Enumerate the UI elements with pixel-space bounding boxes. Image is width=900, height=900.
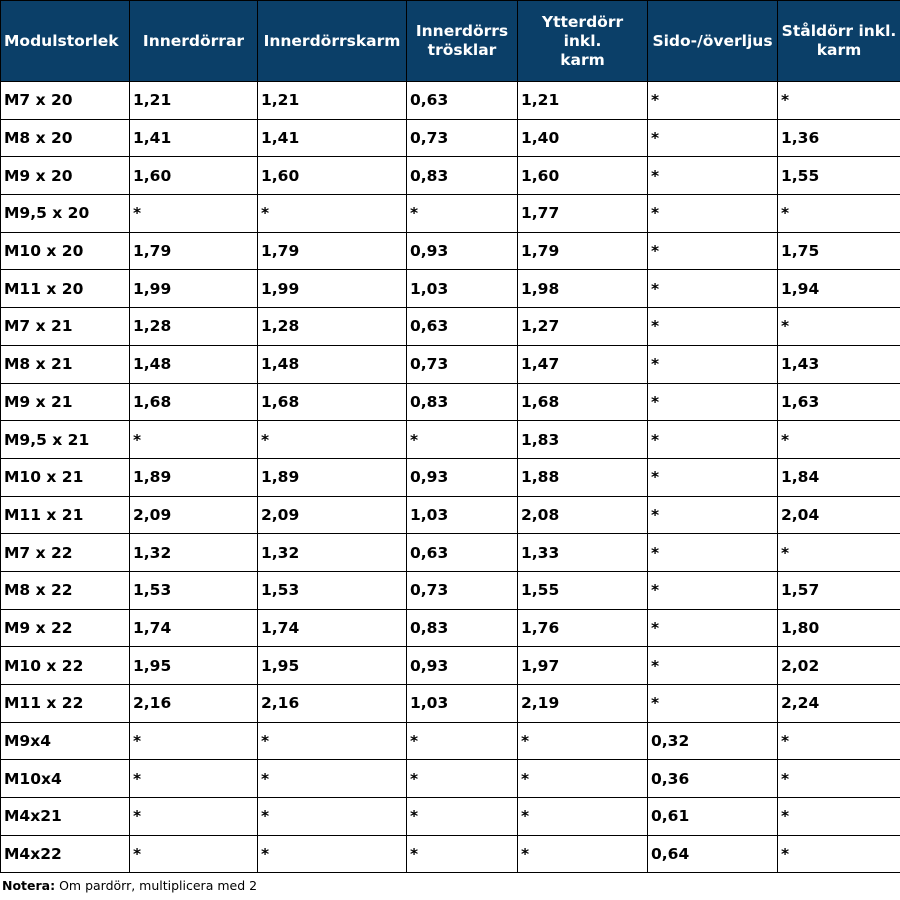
value-cell: * [258, 722, 407, 760]
module-size-cell: M9 x 20 [1, 157, 130, 195]
value-cell: 1,63 [778, 383, 900, 421]
value-cell: 1,53 [130, 571, 258, 609]
value-cell: 1,60 [518, 157, 648, 195]
value-cell: 1,79 [258, 232, 407, 270]
value-cell: * [648, 571, 778, 609]
value-cell: * [130, 760, 258, 798]
value-cell: 1,43 [778, 345, 900, 383]
value-cell: * [518, 760, 648, 798]
value-cell: * [778, 195, 900, 233]
value-cell: * [258, 835, 407, 873]
value-cell: 1,89 [130, 458, 258, 496]
value-cell: * [407, 722, 518, 760]
value-cell: 1,28 [258, 308, 407, 346]
column-header: Modulstorlek [1, 1, 130, 82]
value-cell: 0,83 [407, 157, 518, 195]
table-row [1, 722, 900, 760]
value-cell: * [130, 798, 258, 836]
value-cell: 1,53 [258, 571, 407, 609]
table-row [1, 195, 900, 233]
value-cell: 1,32 [258, 534, 407, 572]
value-cell: * [648, 345, 778, 383]
value-cell: 1,74 [130, 609, 258, 647]
table-row [1, 760, 900, 798]
table-row [1, 609, 900, 647]
value-cell: * [778, 534, 900, 572]
value-cell: * [648, 609, 778, 647]
value-cell: 1,79 [518, 232, 648, 270]
value-cell: 1,68 [518, 383, 648, 421]
footnote [2, 878, 257, 893]
value-cell: 0,64 [648, 835, 778, 873]
table-row [1, 157, 900, 195]
footnote-text: Om pardörr, multiplicera med 2 [55, 878, 258, 893]
value-cell: 1,88 [518, 458, 648, 496]
value-cell: * [648, 458, 778, 496]
table-row [1, 308, 900, 346]
value-cell: 1,84 [778, 458, 900, 496]
value-cell: * [778, 760, 900, 798]
value-cell: 0,83 [407, 383, 518, 421]
footnote-label: Notera: [2, 878, 56, 893]
value-cell: 1,60 [258, 157, 407, 195]
value-cell: 1,99 [258, 270, 407, 308]
table-row [1, 232, 900, 270]
table-row [1, 383, 900, 421]
column-header: Innerdörrar [130, 1, 258, 82]
table-row [1, 82, 900, 120]
value-cell: * [778, 722, 900, 760]
table-row [1, 534, 900, 572]
value-cell: 1,89 [258, 458, 407, 496]
value-cell: * [130, 835, 258, 873]
value-cell: 1,74 [258, 609, 407, 647]
value-cell: 1,41 [130, 119, 258, 157]
value-cell: 0,36 [648, 760, 778, 798]
value-cell: 2,16 [130, 685, 258, 723]
module-size-cell: M9,5 x 21 [1, 421, 130, 459]
value-cell: 2,08 [518, 496, 648, 534]
value-cell: * [778, 82, 900, 120]
value-cell: 0,61 [648, 798, 778, 836]
value-cell: 0,63 [407, 308, 518, 346]
value-cell: 1,03 [407, 496, 518, 534]
module-size-cell: M8 x 22 [1, 571, 130, 609]
module-size-cell: M11 x 20 [1, 270, 130, 308]
value-cell: * [407, 195, 518, 233]
column-header: Innerdörrskarm [258, 1, 407, 82]
value-cell: * [648, 119, 778, 157]
value-cell: 1,21 [130, 82, 258, 120]
module-size-cell: M4x21 [1, 798, 130, 836]
value-cell: * [407, 798, 518, 836]
value-cell: 1,32 [130, 534, 258, 572]
column-header: Ytterdörr inkl. karm [518, 1, 648, 82]
module-size-cell: M10 x 20 [1, 232, 130, 270]
value-cell: * [648, 195, 778, 233]
value-cell: 1,47 [518, 345, 648, 383]
value-cell: 1,95 [130, 647, 258, 685]
value-cell: 1,55 [518, 571, 648, 609]
value-cell: 0,63 [407, 82, 518, 120]
value-cell: 1,40 [518, 119, 648, 157]
table-row [1, 798, 900, 836]
value-cell: * [648, 421, 778, 459]
module-size-cell: M9,5 x 20 [1, 195, 130, 233]
value-cell: 1,03 [407, 270, 518, 308]
value-cell: 1,27 [518, 308, 648, 346]
value-cell: 1,57 [778, 571, 900, 609]
module-size-cell: M9 x 21 [1, 383, 130, 421]
value-cell: 1,21 [518, 82, 648, 120]
module-size-cell: M10 x 22 [1, 647, 130, 685]
value-cell: * [407, 760, 518, 798]
table-row [1, 458, 900, 496]
module-size-cell: M9x4 [1, 722, 130, 760]
module-size-cell: M8 x 20 [1, 119, 130, 157]
value-cell: 1,68 [258, 383, 407, 421]
value-cell: 1,41 [258, 119, 407, 157]
table-header-row [1, 1, 900, 82]
value-cell: 1,33 [518, 534, 648, 572]
value-cell: 0,83 [407, 609, 518, 647]
table-row [1, 496, 900, 534]
value-cell: 2,04 [778, 496, 900, 534]
module-size-cell: M7 x 20 [1, 82, 130, 120]
table-row [1, 835, 900, 873]
table-row [1, 647, 900, 685]
value-cell: 1,68 [130, 383, 258, 421]
value-cell: * [130, 195, 258, 233]
value-cell: 2,09 [258, 496, 407, 534]
value-cell: * [648, 496, 778, 534]
value-cell: * [778, 421, 900, 459]
column-header: Sido-/överljus [648, 1, 778, 82]
value-cell: 0,63 [407, 534, 518, 572]
value-cell: 1,76 [518, 609, 648, 647]
value-cell: 1,60 [130, 157, 258, 195]
value-cell: * [778, 308, 900, 346]
value-cell: * [258, 760, 407, 798]
value-cell: 1,99 [130, 270, 258, 308]
value-cell: 1,98 [518, 270, 648, 308]
module-size-cell: M4x22 [1, 835, 130, 873]
module-size-cell: M10 x 21 [1, 458, 130, 496]
value-cell: 1,83 [518, 421, 648, 459]
value-cell: * [407, 835, 518, 873]
module-size-cell: M9 x 22 [1, 609, 130, 647]
value-cell: 1,48 [258, 345, 407, 383]
value-cell: 1,95 [258, 647, 407, 685]
table-body [1, 82, 900, 873]
value-cell: 2,19 [518, 685, 648, 723]
value-cell: 2,24 [778, 685, 900, 723]
module-size-cell: M8 x 21 [1, 345, 130, 383]
value-cell: 1,80 [778, 609, 900, 647]
table-row [1, 345, 900, 383]
value-cell: * [518, 722, 648, 760]
value-cell: * [518, 835, 648, 873]
table-row [1, 270, 900, 308]
column-header: Innerdörrs trösklar [407, 1, 518, 82]
value-cell: * [258, 798, 407, 836]
value-cell: 1,48 [130, 345, 258, 383]
value-cell: 1,94 [778, 270, 900, 308]
value-cell: * [778, 798, 900, 836]
value-cell: * [648, 534, 778, 572]
module-size-cell: M11 x 21 [1, 496, 130, 534]
value-cell: 1,79 [130, 232, 258, 270]
value-cell: * [407, 421, 518, 459]
value-cell: * [130, 421, 258, 459]
column-header: Ståldörr inkl. karm [778, 1, 900, 82]
value-cell: * [130, 722, 258, 760]
value-cell: 2,02 [778, 647, 900, 685]
value-cell: * [648, 685, 778, 723]
value-cell: 1,03 [407, 685, 518, 723]
value-cell: 1,28 [130, 308, 258, 346]
value-cell: * [648, 270, 778, 308]
table-row [1, 421, 900, 459]
value-cell: 0,73 [407, 571, 518, 609]
value-cell: 1,77 [518, 195, 648, 233]
value-cell: * [258, 421, 407, 459]
value-cell: * [648, 157, 778, 195]
module-size-cell: M10x4 [1, 760, 130, 798]
value-cell: 1,97 [518, 647, 648, 685]
module-size-cell: M7 x 21 [1, 308, 130, 346]
value-cell: * [648, 383, 778, 421]
table-row [1, 571, 900, 609]
value-cell: 0,93 [407, 647, 518, 685]
value-cell: 0,73 [407, 345, 518, 383]
value-cell: * [648, 232, 778, 270]
value-cell: 0,93 [407, 458, 518, 496]
value-cell: 0,32 [648, 722, 778, 760]
value-cell: 1,55 [778, 157, 900, 195]
value-cell: 2,09 [130, 496, 258, 534]
value-cell: 1,36 [778, 119, 900, 157]
value-cell: 2,16 [258, 685, 407, 723]
value-cell: * [778, 835, 900, 873]
value-cell: * [258, 195, 407, 233]
value-cell: * [648, 308, 778, 346]
table-row [1, 685, 900, 723]
value-cell: 1,75 [778, 232, 900, 270]
table-row [1, 119, 900, 157]
module-size-cell: M7 x 22 [1, 534, 130, 572]
value-cell: 0,93 [407, 232, 518, 270]
value-cell: 1,21 [258, 82, 407, 120]
value-cell: * [648, 82, 778, 120]
module-size-cell: M11 x 22 [1, 685, 130, 723]
value-cell: 0,73 [407, 119, 518, 157]
value-cell: * [518, 798, 648, 836]
value-cell: * [648, 647, 778, 685]
